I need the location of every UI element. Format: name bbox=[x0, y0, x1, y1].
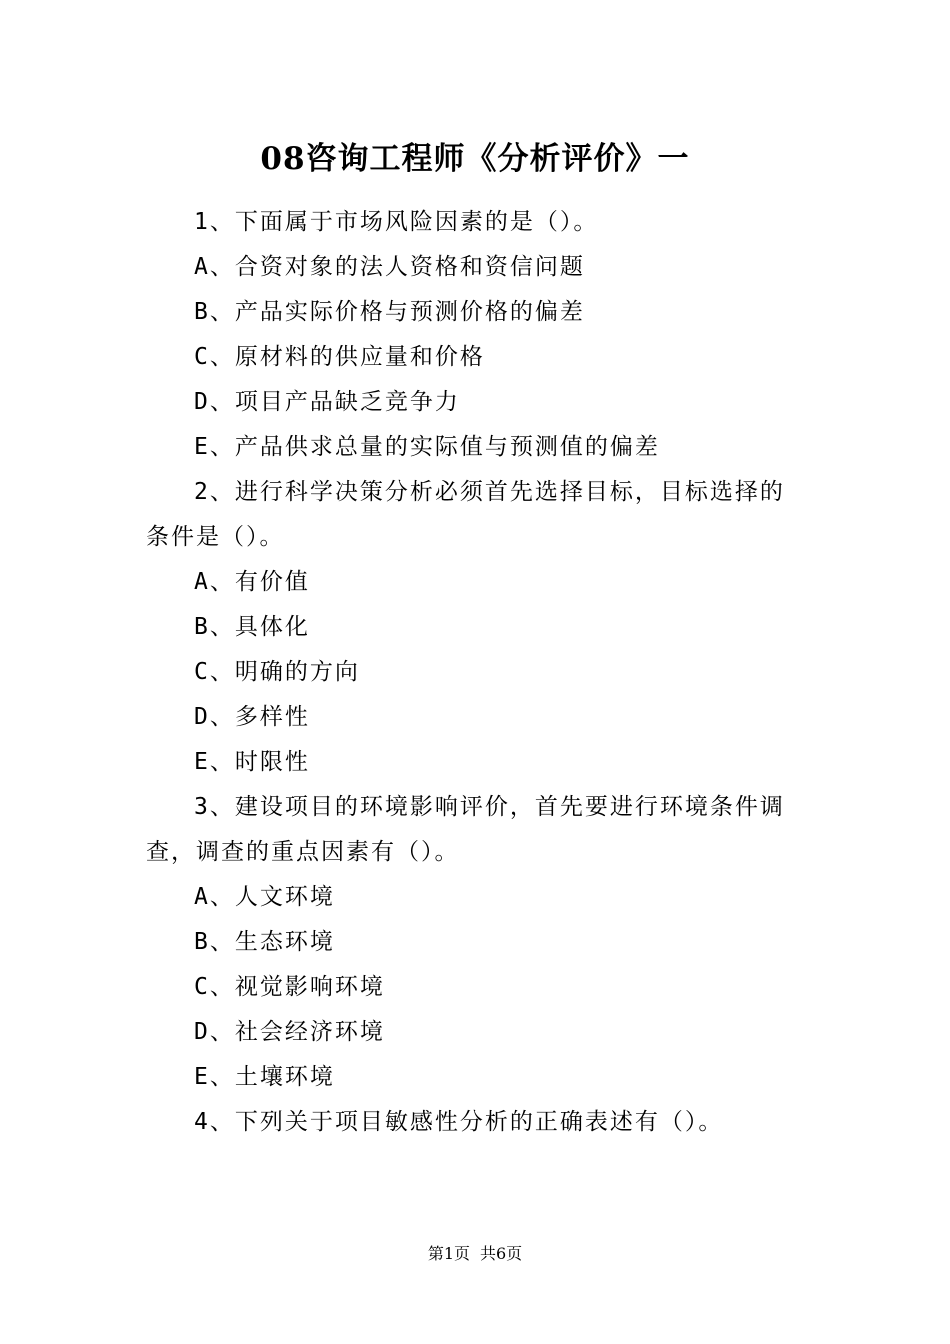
question-3-option-c: C、视觉影响环境 bbox=[194, 974, 385, 1000]
question-3-option-d: D、社会经济环境 bbox=[194, 1019, 385, 1045]
question-1-option-b: B、产品实际价格与预测价格的偏差 bbox=[194, 299, 585, 325]
question-2-option-a: A、有价值 bbox=[194, 569, 310, 595]
question-3-option-e: E、土壤环境 bbox=[194, 1064, 335, 1090]
question-4: 4、下列关于项目敏感性分析的正确表述有（）。 bbox=[194, 1109, 724, 1135]
question-1-option-d: D、项目产品缺乏竞争力 bbox=[194, 389, 460, 415]
question-2-option-c: C、明确的方向 bbox=[194, 659, 360, 685]
document-title: 08咨询工程师《分析评价》一 bbox=[260, 141, 690, 177]
question-3: 3、建设项目的环境影响评价，首先要进行环境条件调 bbox=[194, 794, 785, 820]
question-1-option-a: A、合资对象的法人资格和资信问题 bbox=[194, 254, 585, 280]
page-number: 第1页 bbox=[427, 1244, 470, 1263]
page-footer bbox=[0, 1244, 950, 1264]
question-1-option-c: C、原材料的供应量和价格 bbox=[194, 344, 485, 370]
question-3-continuation: 查，调查的重点因素有（）。 bbox=[146, 839, 460, 865]
page-total: 共6页 bbox=[480, 1244, 523, 1263]
question-2-option-d: D、多样性 bbox=[194, 704, 310, 730]
question-2: 2、进行科学决策分析必须首先选择目标，目标选择的 bbox=[194, 479, 785, 505]
question-3-option-b: B、生态环境 bbox=[194, 929, 335, 955]
question-2-option-e: E、时限性 bbox=[194, 749, 310, 775]
question-2-continuation: 条件是（）。 bbox=[146, 524, 285, 550]
question-1-option-e: E、产品供求总量的实际值与预测值的偏差 bbox=[194, 434, 660, 460]
document-body bbox=[146, 200, 811, 1145]
question-2-option-b: B、具体化 bbox=[194, 614, 310, 640]
question-1: 1、下面属于市场风险因素的是（）。 bbox=[194, 209, 599, 235]
question-3-option-a: A、人文环境 bbox=[194, 884, 335, 910]
